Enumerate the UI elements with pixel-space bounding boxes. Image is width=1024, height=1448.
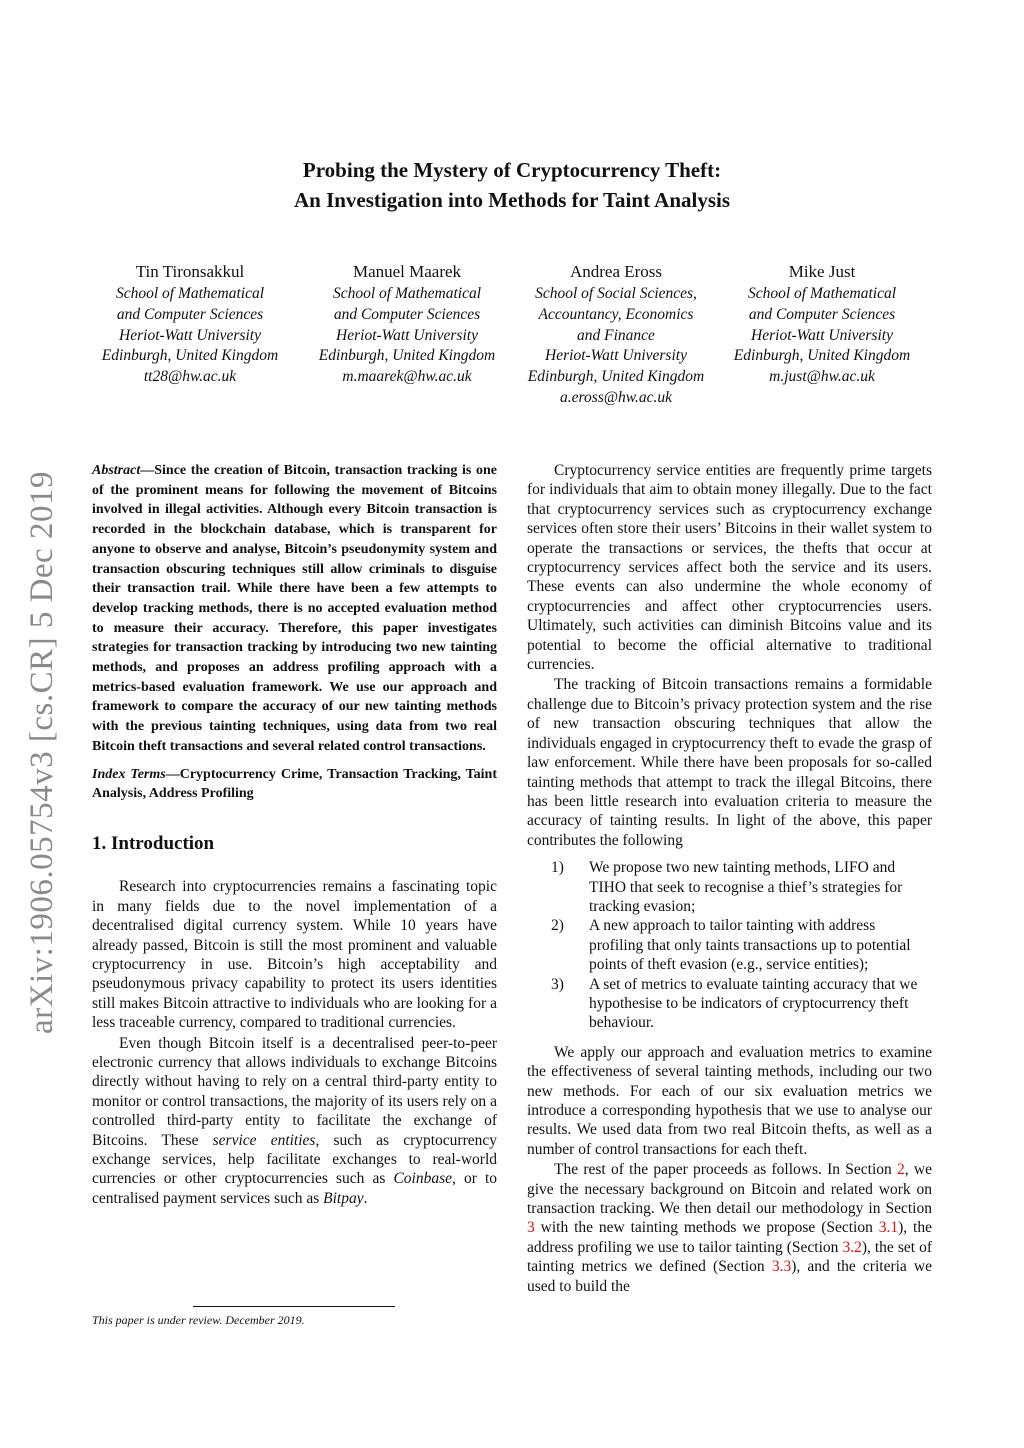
list-item-number: 2): [551, 917, 564, 935]
text-run: ), the address profiling we use to tailor tainting (Section: [527, 1219, 932, 1256]
list-item-number: 3): [551, 975, 564, 993]
author-affiliation-line: Heriot-Watt University: [751, 326, 893, 344]
author-affiliation-line: Edinburgh, United Kingdom: [733, 347, 911, 365]
emphasis-service-entities: service entities: [212, 1131, 316, 1149]
index-terms-label: Index Terms: [92, 766, 166, 782]
section-ref-2[interactable]: 2: [897, 1161, 905, 1179]
text-run: , or to centralised payment services such as: [92, 1170, 497, 1207]
list-item: [527, 858, 932, 916]
paper-title: [0, 155, 1024, 215]
footnote-rule: [193, 1306, 395, 1307]
author-affiliation-line: and Computer Sciences: [333, 305, 481, 323]
title-line-1: Probing the Mystery of Cryptocurrency Theft:: [302, 158, 722, 182]
text-run: , we give the necessary background on Bitcoin and related work on transaction tracking. We then detail our methodology in Section: [527, 1161, 932, 1218]
author-affiliation-line: and Finance: [577, 326, 655, 344]
author-3: [506, 261, 726, 409]
abstract-label: Abstract: [92, 463, 141, 478]
author-affiliation-line: School of Social Sciences,: [535, 285, 697, 302]
abstract: [92, 461, 497, 757]
text-run: .: [363, 1189, 368, 1207]
text-run: The rest of the paper proceeds as follows. In Section: [554, 1161, 898, 1179]
text-run: ), the set of tainting metrics we defined (Section: [527, 1238, 932, 1276]
author-affiliation-line: Heriot-Watt University: [119, 326, 261, 344]
author-name: Andrea Eross: [569, 262, 663, 281]
section-heading-introduction: 1. Introduction: [92, 832, 215, 854]
author-affiliation-line: Edinburgh, United Kingdom: [101, 347, 279, 365]
text-run: Even though Bitcoin itself is a decentralised peer-to-peer electronic currency that allows individuals to exchange Bitcoins directly without having to rely on a central third-party entity to monitor or control transactions, the majority of its users rely on a controlled third-party entity to facilitate the exchange of Bitcoins. These: [92, 1034, 497, 1149]
right-paragraph-3: We apply our approach and evaluation metrics to examine the effectiveness of several tainting methods, including our two new methods. For each of our six evaluation metrics we introduce a corresponding hypothesis that we use to analyse our results. We used data from two real Bitcoin thefts, as well as a number of control transactions for each theft.: [527, 1043, 932, 1158]
list-item-text: A new approach to tailor tainting with address profiling that only taints transactions up to potential points of theft evasion (e.g., service entities);: [589, 917, 911, 974]
abstract-text: —Since the creation of Bitcoin, transaction tracking is one of the prominent means for following the movement of Bitcoins involved in illegal activities. Although every Bitcoin transaction is recorded in the blockchain database, which is transparent for anyone to observe and analyse, Bitcoin’s pseudonymity system and transaction obscuring techniques still allow criminals to disguise their transaction trail. While there have been a few attempts to develop tracking methods, there is no accepted evaluation method to measure their accuracy. Therefore, this paper investigates strategies for transaction tracking by introducing two new tainting methods, and proposes an address profiling approach with a metrics-based evaluation framework. We use our approach and framework to compare the accuracy of our new tainting methods with the previous tainting techniques, using data from two real Bitcoin theft transactions and several related control transactions.: [92, 463, 497, 754]
author-affiliation-line: School of Mathematical: [332, 285, 482, 302]
author-affiliation-line: School of Mathematical: [747, 285, 897, 302]
author-affiliation-line: Edinburgh, United Kingdom: [318, 347, 496, 365]
author-email[interactable]: m.just@hw.ac.uk: [769, 368, 875, 386]
list-item-text: A set of metrics to evaluate tainting accuracy that we hypothesise to be indicators of cryptocurrency theft behaviour.: [589, 975, 918, 1032]
right-paragraph-4: [527, 1160, 932, 1296]
author-name: Mike Just: [788, 262, 856, 281]
intro-paragraph-1: Research into cryptocurrencies remains a fascinating topic in many fields due to the novel implementation of a decentralised digital currency system. While 10 years have already passed, Bitcoin is still the most prominent and valuable cryptocurrency in use. Bitcoin’s high acceptability and pseudonymous privacy capability to protect its users identities still makes Bitcoin attractive to individuals who are looking for a less traceable currency, compared to traditional currencies.: [92, 878, 497, 1032]
author-4: [712, 261, 932, 388]
author-affiliation-line: Edinburgh, United Kingdom: [527, 368, 705, 386]
section-ref-3[interactable]: 3: [527, 1219, 535, 1237]
list-item-text: We propose two new tainting methods, LIFO and TIHO that seek to recognise a thief’s strategies for tracking evasion;: [589, 859, 903, 915]
author-affiliation-line: and Computer Sciences: [748, 305, 896, 323]
author-1: [80, 261, 300, 388]
index-terms-text: —Cryptocurrency Crime, Transaction Tracking, Taint Analysis, Address Profiling: [92, 766, 497, 802]
right-column: [527, 461, 932, 1296]
emphasis-coinbase: Coinbase: [393, 1170, 453, 1188]
list-item: [527, 975, 932, 1033]
footnote: This paper is under review. December 2019.: [92, 1313, 305, 1327]
list-item: [527, 916, 932, 974]
index-terms: [92, 765, 497, 804]
list-item-number: 1): [551, 859, 564, 877]
author-email[interactable]: tt28@hw.ac.uk: [143, 368, 237, 386]
intro-paragraph-2: [92, 1034, 497, 1209]
author-affiliation-line: School of Mathematical: [115, 285, 265, 302]
author-affiliation-line: Heriot-Watt University: [336, 326, 478, 344]
author-affiliation-line: Accountancy, Economics: [538, 305, 694, 323]
contributions-list: [527, 858, 932, 1033]
text-run: with the new tainting methods we propose (Section: [534, 1219, 879, 1237]
author-affiliation-line: Heriot-Watt University: [545, 347, 687, 365]
text-run: ), and the criteria we used to build the: [527, 1258, 932, 1295]
author-email[interactable]: m.maarek@hw.ac.uk: [342, 368, 472, 386]
author-name: Manuel Maarek: [352, 262, 462, 281]
emphasis-bitpay: Bitpay: [323, 1189, 364, 1207]
author-affiliation-line: and Computer Sciences: [116, 305, 264, 323]
section-ref-3-2[interactable]: 3.2: [842, 1238, 862, 1256]
left-column: [92, 461, 497, 1208]
title-line-2: An Investigation into Methods for Taint Analysis: [293, 188, 731, 212]
author-name: Tin Tironsakkul: [135, 262, 245, 281]
section-ref-3-1[interactable]: 3.1: [878, 1219, 899, 1237]
text-run: , such as cryptocurrency exchange services, help facilitate exchanges to real-world currencies or other cryptocurrencies such as: [92, 1131, 498, 1188]
section-ref-3-3[interactable]: 3.3: [771, 1258, 792, 1276]
arxiv-stamp-text: arXiv:1906.05754v3 [cs.CR] 5 Dec 2019: [23, 470, 60, 1034]
right-paragraph-2: The tracking of Bitcoin transactions remains a formidable challenge due to Bitcoin’s privacy protection system and the rise of new transaction obscuring techniques that allow the individuals engaged in cryptocurrency theft to evade the grasp of law enforcement. While there have been proposals for so-called tainting methods that attempt to track the illegal Bitcoins, there has been little research into evaluation criteria to measure the accuracy of tainting results. In light of the above, this paper contributes the following: [527, 676, 932, 849]
arxiv-stamp: [14, 460, 70, 1044]
author-email[interactable]: a.eross@hw.ac.uk: [560, 388, 672, 406]
author-2: [297, 261, 517, 388]
right-paragraph-1: Cryptocurrency service entities are frequently prime targets for individuals that aim to obtain money illegally. Due to the fact that cryptocurrency services such as cryptocurrency exchange services often store their users’ Bitcoins in their wallet system to operate the transactions or services, the thefts that occur at cryptocurrency services affect both the service and its users. These events can also undermine the whole economy of cryptocurrencies and affect other cryptocurrencies users. Ultimately, such activities can diminish Bitcoins value and its potential to become the official alternative to traditional currencies.: [527, 462, 932, 674]
